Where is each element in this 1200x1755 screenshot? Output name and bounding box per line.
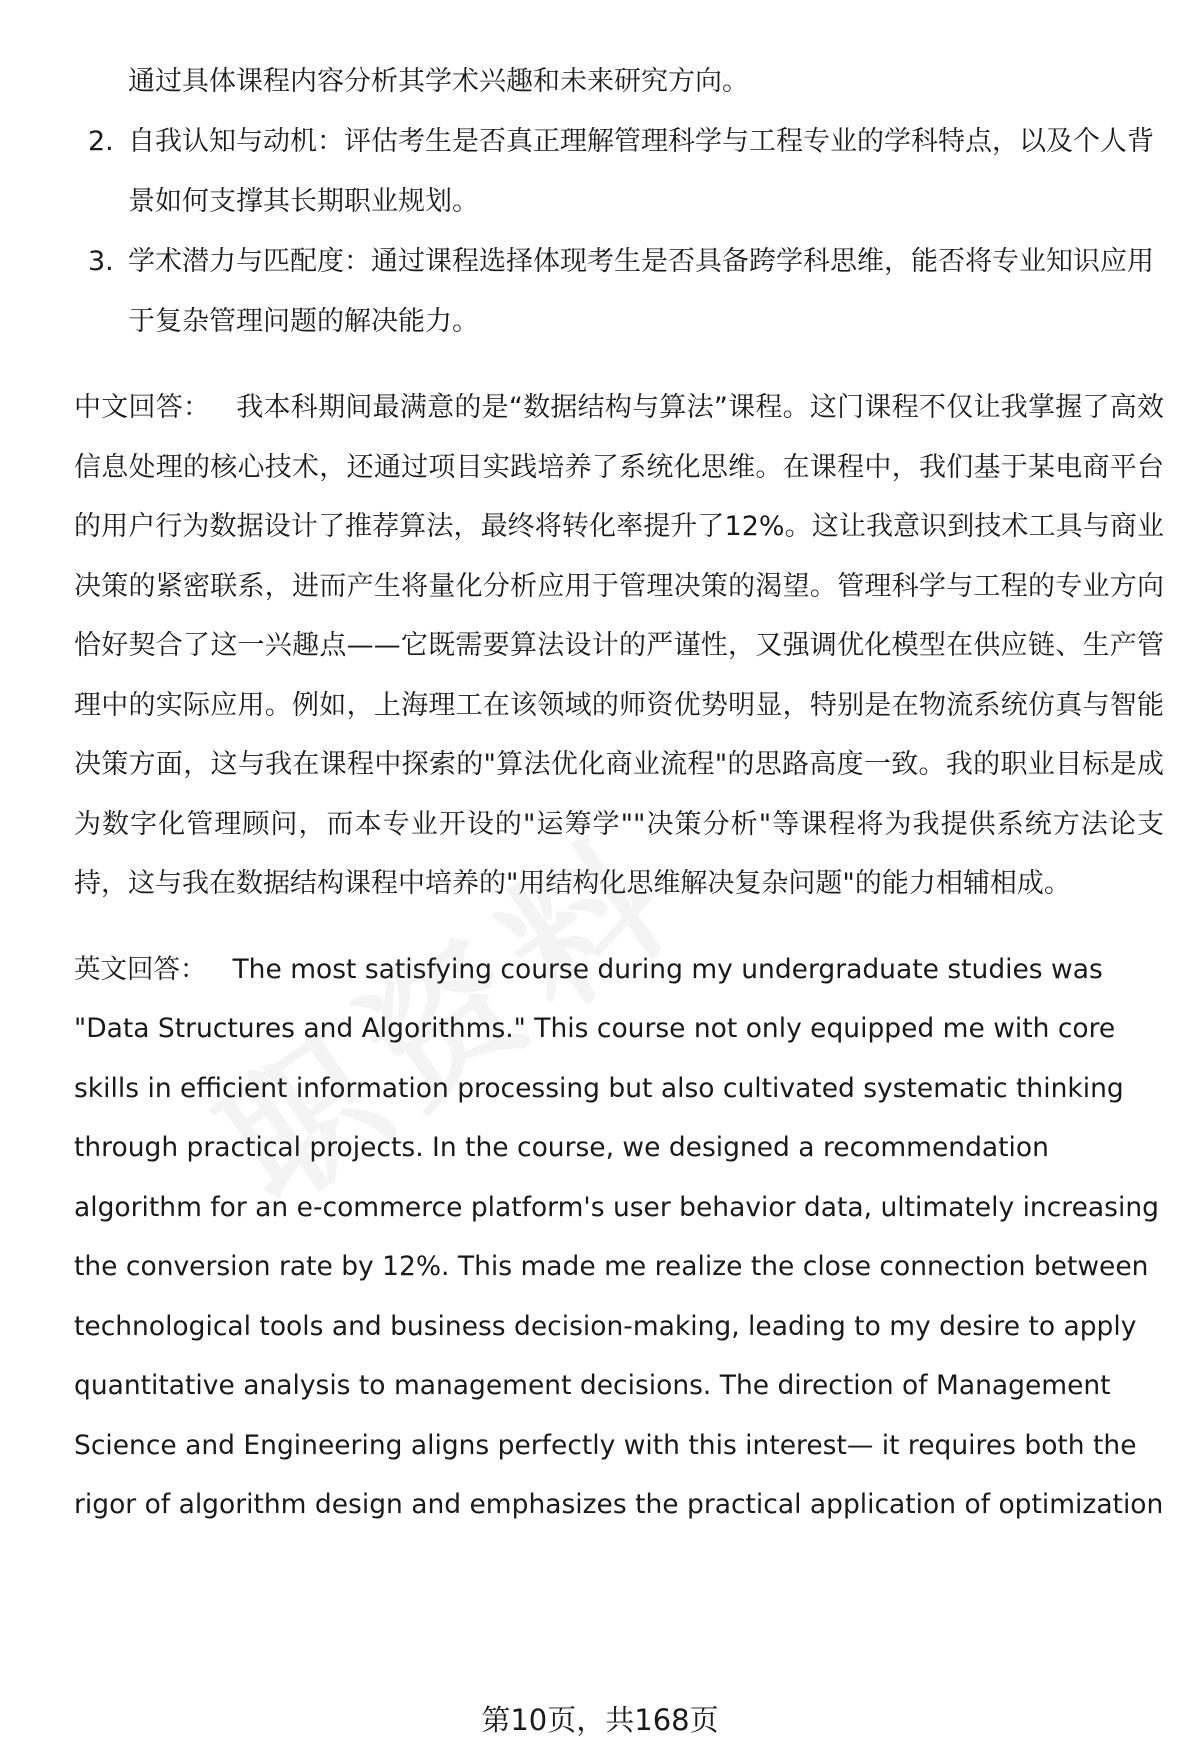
list-item xyxy=(74,112,1164,232)
intro-continuation: 通过具体课程内容分析其学术兴趣和未来研究方向。 xyxy=(128,66,749,97)
list-number: 3. xyxy=(88,246,114,277)
page-content xyxy=(74,52,1164,1535)
english-answer-label: 英文回答： xyxy=(74,953,207,985)
chinese-answer xyxy=(74,378,1164,914)
english-answer-text: The most satisfying course during my undergraduate studies was "Data Structures and Algorithms." This course not only equipped me with core skills in efficient information processing but also cultivated systematic thinking through practical projects. In the course, we designed a recommendation algorithm for an e-commerce platform's user behavior data, ultimately increasing the conversion rate by 12%. This made me realize the close connection between technological tools and business decision-making, leading to my desire to apply quantitative analysis to management decisions. The direction of Management Science and Engineering aligns perfectly with this interest— it requires both the rigor of algorithm design and emphasizes the practical application of optimization xyxy=(74,953,1164,1520)
chinese-answer-label: 中文回答： xyxy=(74,392,211,423)
list-item-text: 自我认知与动机：评估考生是否真正理解管理科学与工程专业的学科特点，以及个人背景如何支撑其长期职业规划。 xyxy=(128,126,1154,217)
english-answer xyxy=(74,940,1164,1535)
criteria-list xyxy=(74,112,1164,352)
list-number: 2. xyxy=(88,126,114,157)
list-item xyxy=(74,232,1164,352)
page-number-footer: 第10页，共168页 xyxy=(481,1703,719,1737)
chinese-answer-text: 我本科期间最满意的是“数据结构与算法”课程。这门课程不仅让我掌握了高效信息处理的核心技术，还通过项目实践培养了系统化思维。在课程中，我们基于某电商平台的用户行为数据设计了推荐算法，最终将转化率提升了12%。这让我意识到技术工具与商业决策的紧密联系，进而产生将量化分析应用于管理决策的渴望。管理科学与工程的专业方向恰好契合了这一兴趣点——它既需要算法设计的严谨性，又强调优化模型在供应链、生产管理中的实际应用。例如，上海理工在该领域的师资优势明显，特别是在物流系统仿真与智能决策方面，这与我在课程中探索的"算法优化商业流程"的思路高度一致。我的职业目标是成为数字化管理顾问，而本专业开设的"运筹学""决策分析"等课程将为我提供系统方法论支持，这与我在数据结构课程中培养的"用结构化思维解决复杂问题"的能力相辅相成。 xyxy=(74,392,1165,899)
list-item-text: 学术潜力与匹配度：通过课程选择体现考生是否具备跨学科思维，能否将专业知识应用于复杂管理问题的解决能力。 xyxy=(128,246,1154,337)
